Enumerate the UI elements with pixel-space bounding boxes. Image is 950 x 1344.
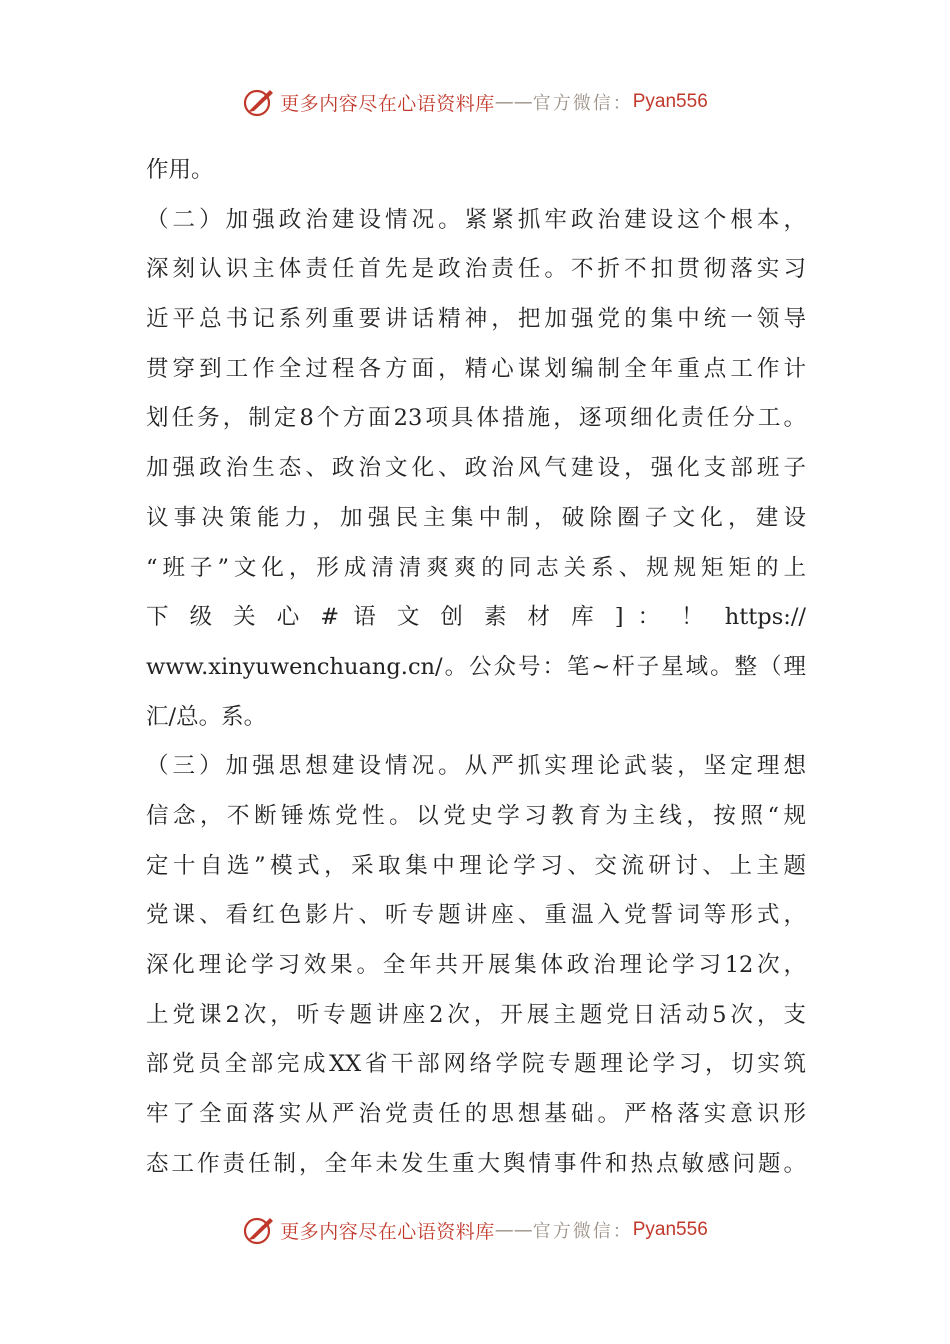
quill-logo-icon: [242, 1213, 276, 1247]
body-line: 深刻认识主体责任首先是政治责任。不折不扣贯彻落实习: [146, 256, 806, 283]
header-slogan: 更多内容尽在心语资料库: [280, 92, 495, 115]
footer-wechat-id: Pyan556: [632, 1219, 708, 1240]
body-line: 部党员全部完成XX省干部网络学院专题理论学习，切实筑: [146, 1051, 806, 1078]
body-line: 态工作责任制，全年未发生重大舆情事件和热点敏感问题。: [146, 1150, 806, 1177]
body-line: 下 级 关 心 # 语 文 创 素 材 库 ] ： ！ https://: [146, 604, 806, 631]
body-line: （二）加强政治建设情况。紧紧抓牢政治建设这个根本，: [146, 206, 806, 233]
header-separator: ——: [494, 91, 533, 113]
body-line: （三）加强思想建设情况。从严抓实理论武装，坚定理想: [146, 753, 806, 780]
footer-separator: ——: [494, 1219, 533, 1241]
body-line: 贯穿到工作全过程各方面，精心谋划编制全年重点工作计: [146, 355, 806, 382]
body-line: 信念，不断锤炼党性。以党史学习教育为主线，按照“规: [146, 802, 806, 829]
body-line: 定十自选”模式，采取集中理论学习、交流研讨、上主题: [146, 852, 806, 879]
header-banner: [0, 80, 950, 124]
body-line: 汇/总。系。: [146, 703, 267, 730]
body-line: 上党课2次，听专题讲座2次，开展主题党日活动5次，支: [146, 1001, 806, 1028]
header-wechat-id: Pyan556: [632, 91, 708, 112]
footer-banner: [0, 1208, 950, 1252]
body-line: 近平总书记系列重要讲话精神，把加强党的集中统一领导: [146, 306, 806, 333]
body-line: 议事决策能力，加强民主集中制，破除圈子文化，建设: [146, 504, 806, 531]
body-line: 划任务，制定8个方面23项具体措施，逐项细化责任分工。: [146, 405, 806, 432]
body-line: 加强政治生态、政治文化、政治风气建设，强化支部班子: [146, 455, 806, 482]
footer-wechat-label: 官方微信：: [532, 1221, 633, 1242]
body-line: 牢了全面落实从严治党责任的思想基础。严格落实意识形: [146, 1101, 806, 1128]
body-line: “班子”文化，形成清清爽爽的同志关系、规规矩矩的上: [146, 554, 806, 581]
body-line: 党课、看红色影片、听专题讲座、重温入党誓词等形式，: [146, 902, 806, 929]
body-line: 深化理论学习效果。全年共开展集体政治理论学习12次，: [146, 952, 806, 978]
quill-logo-icon: [242, 85, 276, 119]
footer-slogan: 更多内容尽在心语资料库: [280, 1220, 495, 1243]
body-line: 作用。: [146, 157, 214, 183]
document-body: [146, 146, 806, 1189]
body-line: www.xinyuwenchuang.cn/。公众号：笔~杆子星域。整（理: [146, 653, 806, 680]
header-wechat-label: 官方微信：: [532, 93, 633, 114]
